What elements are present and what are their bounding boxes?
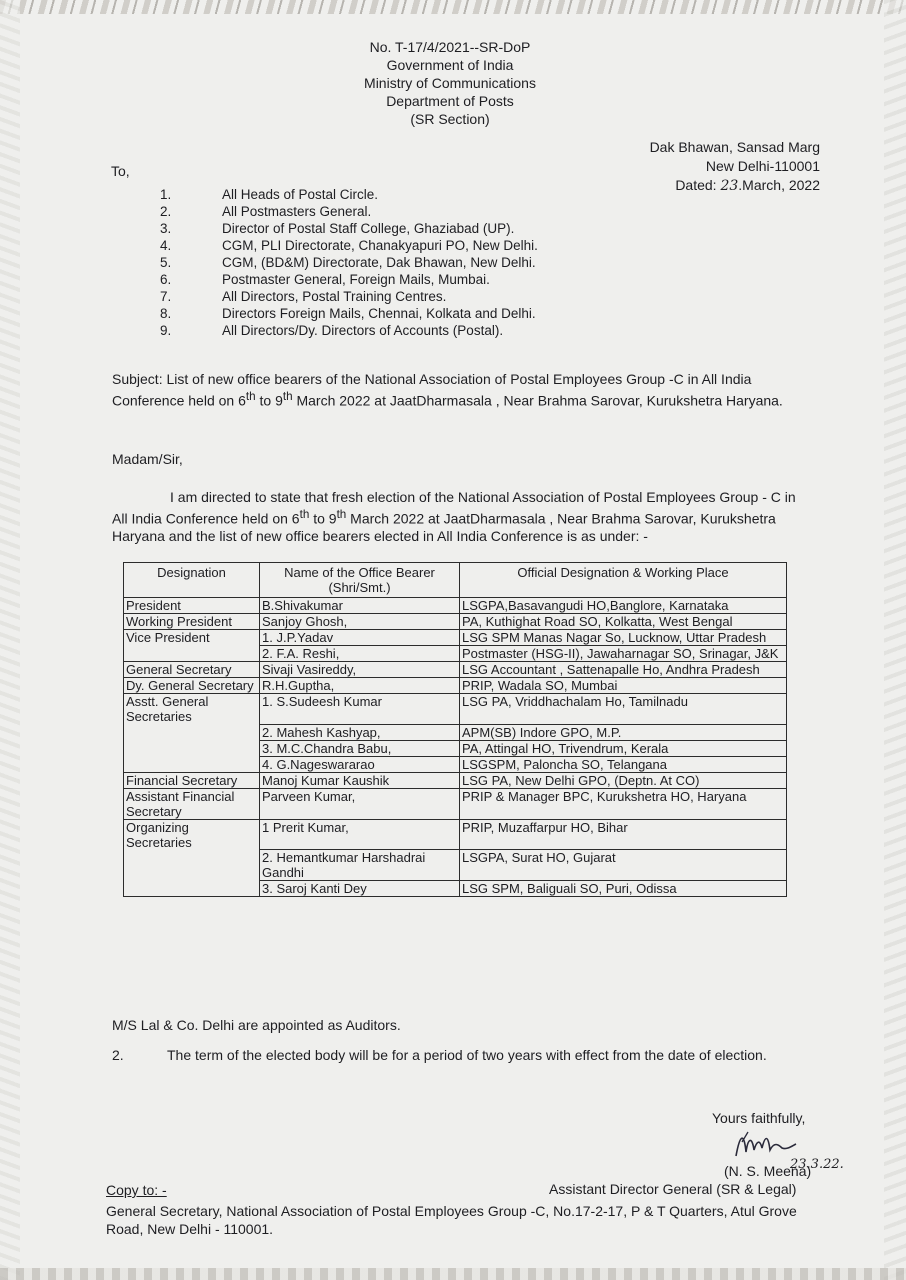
to-label: To, (111, 163, 130, 179)
recipient-item: 8. Directors Foreign Mails, Chennai, Kolkata and Delhi. (160, 306, 536, 321)
recipient-item: 5. CGM, (BD&M) Directorate, Dak Bhawan, New Delhi. (160, 255, 536, 270)
copy-to-label: Copy to: - (106, 1182, 167, 1198)
signatory-designation: Assistant Director General (SR & Legal) (549, 1181, 797, 1197)
address-line-2: New Delhi-110001 (705, 158, 820, 174)
signatory-name: (N. S. Meena) (724, 1163, 812, 1179)
body-paragraph: I am directed to state that fresh election of the National Association of Postal Employees Group - C in All India Conference held on 6th to 9th March 2022 at JaatDharmasala , Near Brahma Sarovar, Kurukshetra Haryana and the list of new office bearers elected in All India Conference is as under: - (112, 489, 796, 544)
recipient-item: 2. All Postmasters General. (160, 204, 372, 219)
recipient-item: 6. Postmaster General, Foreign Mails, Mumbai. (160, 272, 490, 287)
recipient-item: 3. Director of Postal Staff College, Ghaziabad (UP). (160, 221, 515, 236)
date-month-year: .March, 2022 (738, 177, 820, 193)
table-row: Dy. General Secretary R.H.Guptha, PRIP, Wadala SO, Mumbai (124, 678, 787, 694)
table-row: Working President Sanjoy Ghosh, PA, Kuthighat Road SO, Kolkatta, West Bengal (124, 614, 787, 630)
office-bearers-table (123, 562, 787, 897)
table-row: Organizing Secretaries 1 Prerit Kumar, PRIP, Muzaffarpur HO, Bihar (124, 819, 787, 850)
date-day-handwritten: 23 (720, 178, 739, 194)
column-header-official-designation: Official Designation & Working Place (460, 563, 787, 598)
clause-number: 2. (112, 1047, 124, 1063)
recipient-list (160, 186, 620, 339)
recipient-item: 9. All Directors/Dy. Directors of Accounts (Postal). (160, 323, 504, 338)
copy-to-recipient: General Secretary, National Association of Postal Employees Group -C, No.17-2-17, P & T Quarters, Atul Grove Road, New Delhi - 110001. (106, 1203, 797, 1237)
table-row: Assistant Financial Secretary Parveen Kumar, PRIP & Manager BPC, Kurukshetra HO, Haryana (124, 788, 787, 819)
org-section: (SR Section) (410, 111, 490, 127)
subject-line: Subject: List of new office bearers of the National Association of Postal Employees Group -C in All India Conference held on 6th to 9th March 2022 at JaatDharmasala , Near Brahma Sarovar, Kurukshetra Haryana. (112, 371, 783, 409)
table-row: President B.Shivakumar LSGPA,Basavangudi HO,Banglore, Karnataka (124, 598, 787, 614)
column-header-name: Name of the Office Bearer (Shri/Smt.) (260, 563, 460, 598)
file-number: No. T-17/4/2021--SR-DoP (369, 39, 531, 55)
closing-yours-faithfully: Yours faithfully, (712, 1110, 806, 1126)
table-row: General Secretary Sivaji Vasireddy, LSG Accountant , Sattenapalle Ho, Andhra Pradesh (124, 662, 787, 678)
column-header-designation: Designation (124, 563, 260, 598)
address-line-1: Dak Bhawan, Sansad Marg (649, 139, 820, 155)
table-row: 3. Saroj Kanti Dey LSG SPM, Baliguali SO, Puri, Odissa (124, 881, 787, 897)
recipient-item: 7. All Directors, Postal Training Centres. (160, 289, 447, 304)
date-label: Dated: (675, 177, 717, 193)
table-row: Financial Secretary Manoj Kumar Kaushik LSG PA, New Delhi GPO, (Deptn. At CO) (124, 772, 787, 788)
table-row: 2. Mahesh Kashyap, APM(SB) Indore GPO, M.P. (124, 724, 787, 740)
org-department: Department of Posts (386, 93, 514, 109)
auditor-note: M/S Lal & Co. Delhi are appointed as Auditors. (112, 1017, 401, 1033)
salutation: Madam/Sir, (112, 451, 183, 467)
table-row: Vice President 1. J.P.Yadav LSG SPM Manas Nagar So, Lucknow, Uttar Pradesh (124, 630, 787, 646)
table-row: 2. Hemantkumar Harshadrai Gandhi LSGPA, Surat HO, Gujarat (124, 850, 787, 881)
org-government: Government of India (386, 57, 514, 73)
table-row: 3. M.C.Chandra Babu, PA, Attingal HO, Trivendrum, Kerala (124, 740, 787, 756)
table-header-row (124, 563, 787, 598)
org-ministry: Ministry of Communications (364, 75, 536, 91)
term-clause (112, 1047, 812, 1063)
clause-text: The term of the elected body will be for a period of two years with effect from the date of election. (167, 1047, 767, 1063)
signature-date-handwritten: 23.3.22. (790, 1157, 844, 1172)
table-row: Asstt. General Secretaries 1. S.Sudeesh Kumar LSG PA, Vriddhachalam Ho, Tamilnadu (124, 694, 787, 725)
letterhead (300, 38, 600, 128)
recipient-item: 1. All Heads of Postal Circle. (160, 187, 379, 202)
table-row: 4. G.Nageswararao LSGSPM, Paloncha SO, Telangana (124, 756, 787, 772)
recipient-item: 4. CGM, PLI Directorate, Chanakyapuri PO, New Delhi. (160, 238, 538, 253)
table-row: 2. F.A. Reshi, Postmaster (HSG-II), Jawaharnagar SO, Srinagar, J&K (124, 646, 787, 662)
